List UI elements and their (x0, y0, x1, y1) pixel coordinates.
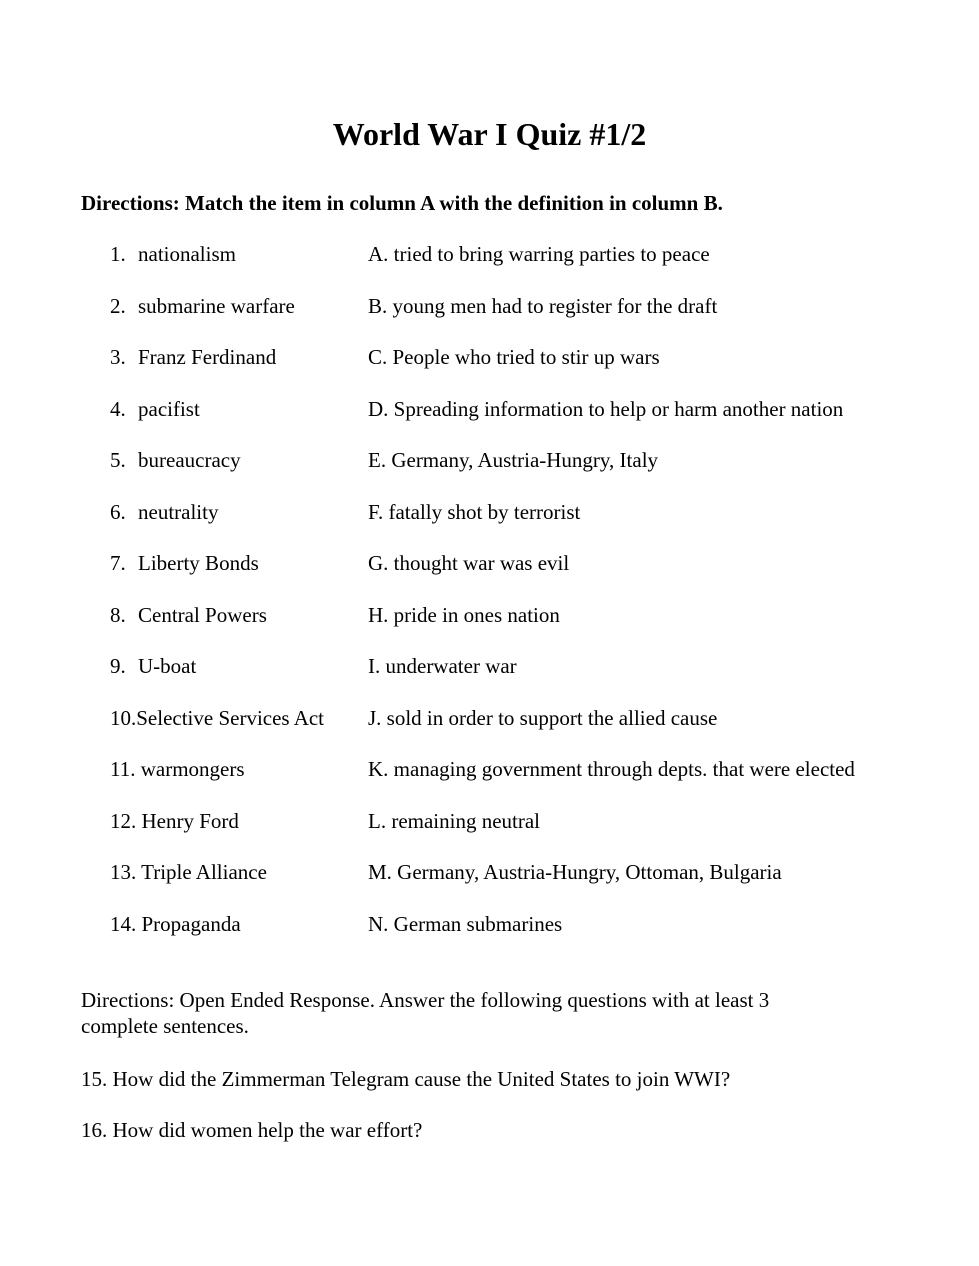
question-16: 16. How did women help the war effort? (81, 1118, 423, 1142)
column-b-definition: F. fatally shot by terrorist (368, 499, 581, 524)
column-a-item (110, 240, 236, 268)
item-number: 7. (110, 551, 126, 575)
column-a-item (110, 395, 200, 423)
column-b-definition: C. People who tried to stir up wars (368, 345, 660, 369)
item-number: 10. (110, 705, 137, 730)
item-number: 1. (110, 242, 126, 266)
match-row (0, 652, 979, 704)
match-row (0, 446, 979, 498)
match-row (0, 704, 979, 756)
column-b-definition: J. sold in order to support the allied cause (368, 705, 718, 730)
match-row (0, 910, 979, 962)
item-term: Central Powers (138, 602, 267, 627)
item-term: Liberty Bonds (138, 551, 259, 575)
column-b-definition: H. pride in ones nation (368, 602, 560, 627)
match-row (0, 395, 979, 447)
column-a-item (110, 807, 239, 835)
column-b-definition: E. Germany, Austria-Hungry, Italy (368, 448, 659, 472)
item-term: Franz Ferdinand (138, 345, 277, 369)
column-a-item (110, 704, 324, 732)
open-ended-directions: Directions: Open Ended Response. Answer the following questions with at least 3 complete sentences. (81, 988, 770, 1038)
item-number: 12. (110, 808, 137, 833)
item-term: submarine warfare (138, 293, 295, 318)
item-number: 11. (110, 757, 136, 781)
match-row (0, 343, 979, 395)
item-number: 4. (110, 396, 126, 421)
column-b-definition: L. remaining neutral (368, 808, 541, 833)
item-term: Selective Services Act (136, 705, 325, 730)
item-term: Propaganda (141, 911, 241, 936)
column-a-item (110, 498, 218, 526)
item-number: 13. (110, 860, 137, 884)
match-row (0, 498, 979, 550)
column-b-definition: A. tried to bring warring parties to peace (368, 242, 710, 266)
item-term: nationalism (138, 242, 236, 266)
item-term: bureaucracy (138, 448, 241, 472)
matching-list (0, 240, 979, 961)
column-a-item (110, 292, 295, 320)
item-term: warmongers (140, 757, 245, 781)
item-number: 3. (110, 345, 126, 369)
match-row (0, 601, 979, 653)
column-a-item (110, 446, 241, 474)
match-row (0, 292, 979, 344)
match-row (0, 549, 979, 601)
column-a-item (110, 601, 267, 629)
item-term: pacifist (138, 396, 200, 421)
item-term: neutrality (138, 499, 219, 524)
item-term: Triple Alliance (141, 860, 267, 884)
item-number: 5. (110, 448, 126, 472)
column-b-definition: G. thought war was evil (368, 551, 570, 575)
matching-directions: Directions: Match the item in column A with the definition in column B. (81, 191, 723, 215)
column-b-definition: I. underwater war (368, 654, 517, 678)
column-b-definition: N. German submarines (368, 911, 563, 936)
match-row (0, 807, 979, 859)
column-a-item (110, 910, 241, 938)
match-row (0, 240, 979, 292)
column-a-item (110, 652, 196, 680)
match-row (0, 755, 979, 807)
question-15: 15. How did the Zimmerman Telegram cause the United States to join WWI? (81, 1067, 731, 1091)
item-number: 9. (110, 654, 126, 678)
item-number: 6. (110, 499, 126, 524)
column-a-item (110, 343, 276, 371)
item-term: Henry Ford (141, 808, 239, 833)
page-title: World War I Quiz #1/2 (332, 116, 647, 152)
column-a-item (110, 755, 245, 783)
item-number: 14. (110, 911, 137, 936)
item-term: U-boat (138, 654, 197, 678)
item-number: 2. (110, 293, 126, 318)
column-b-definition: M. Germany, Austria-Hungry, Ottoman, Bulgaria (368, 860, 782, 884)
item-number: 8. (110, 602, 126, 627)
match-row (0, 858, 979, 910)
column-a-item (110, 858, 267, 886)
column-a-item (110, 549, 259, 577)
column-b-definition: D. Spreading information to help or harm another nation (368, 396, 844, 421)
column-b-definition: K. managing government through depts. that were elected (368, 757, 855, 781)
column-b-definition: B. young men had to register for the draft (368, 293, 718, 318)
